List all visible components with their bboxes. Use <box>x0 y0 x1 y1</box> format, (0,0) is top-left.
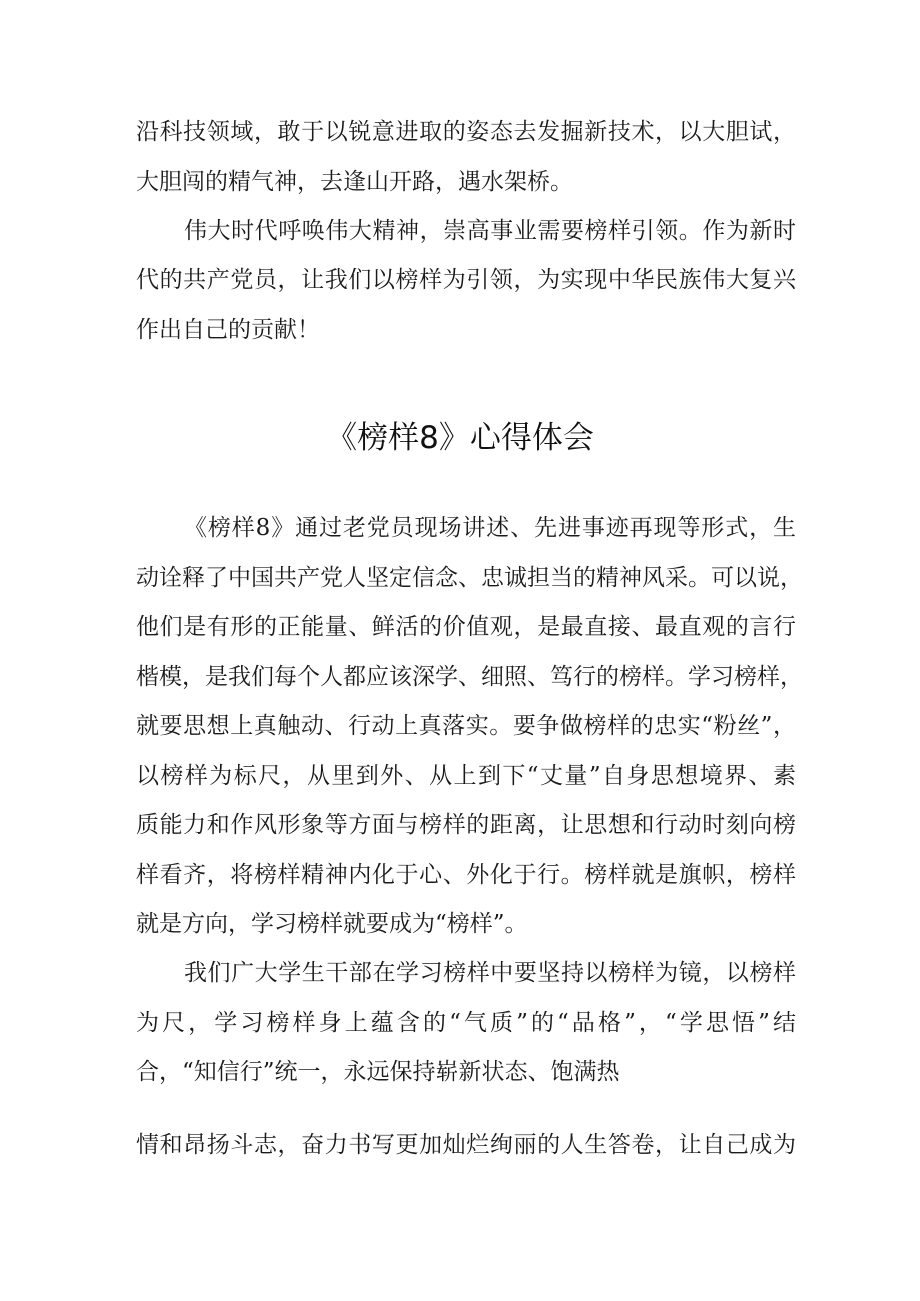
paragraph-line: 伟大时代呼唤伟大精神，崇高事业需要榜样引领。作为新时 <box>184 218 796 244</box>
paragraph-line: 就是方向，学习榜样就要成为“榜样”。 <box>136 911 528 937</box>
paragraph-line: 代的共产党员，让我们以榜样为引领，为实现中华民族伟大复兴 <box>136 267 796 293</box>
paragraph-line: 动诠释了中国共产党人坚定信念、忠诚担当的精神风采。可以说， <box>136 565 803 591</box>
paragraph-line: 大胆闯的精气神，去逢山开路，遇水架桥。 <box>136 169 573 195</box>
paragraph-line: 作出自己的贡献！ <box>136 317 320 343</box>
paragraph-line: 《榜样8》通过老党员现场讲述、先进事迹再现等形式，生 <box>184 515 796 541</box>
paragraph-line: 质能力和作风形象等方面与榜样的距离，让思想和行动时刻向榜 <box>136 812 796 838</box>
paragraph-line: 样看齐，将榜样精神内化于心、外化于行。榜样就是旗帜，榜样 <box>136 862 796 888</box>
paragraph-line: 为尺，学习榜样身上蕴含的“气质”的“品格”，“学思悟”结 <box>136 1010 796 1036</box>
paragraph-line: 我们广大学生干部在学习榜样中要坚持以榜样为镜，以榜样 <box>184 960 796 986</box>
paragraph-line: 楷模，是我们每个人都应该深学、细照、笃行的榜样。学习榜样， <box>136 664 803 690</box>
essay-title: 《榜样8》心得体会 <box>326 420 594 456</box>
paragraph-line: 合，“知信行”统一，永远保持崭新状态、饱满热 <box>136 1059 620 1085</box>
paragraph-line: 就要思想上真触动、行动上真落实。要争做榜样的忠实“粉丝”， <box>136 713 796 739</box>
paragraph-line: 沿科技领域，敢于以锐意进取的姿态去发掘新技术，以大胆试， <box>136 119 796 145</box>
paragraph-line: 他们是有形的正能量、鲜活的价值观，是最直接、最直观的言行 <box>136 614 796 640</box>
paragraph-line: 情和昂扬斗志，奋力书写更加灿烂绚丽的人生答卷，让自己成为 <box>136 1132 796 1158</box>
paragraph-line: 以榜样为标尺，从里到外、从上到下“丈量”自身思想境界、素 <box>136 763 796 789</box>
